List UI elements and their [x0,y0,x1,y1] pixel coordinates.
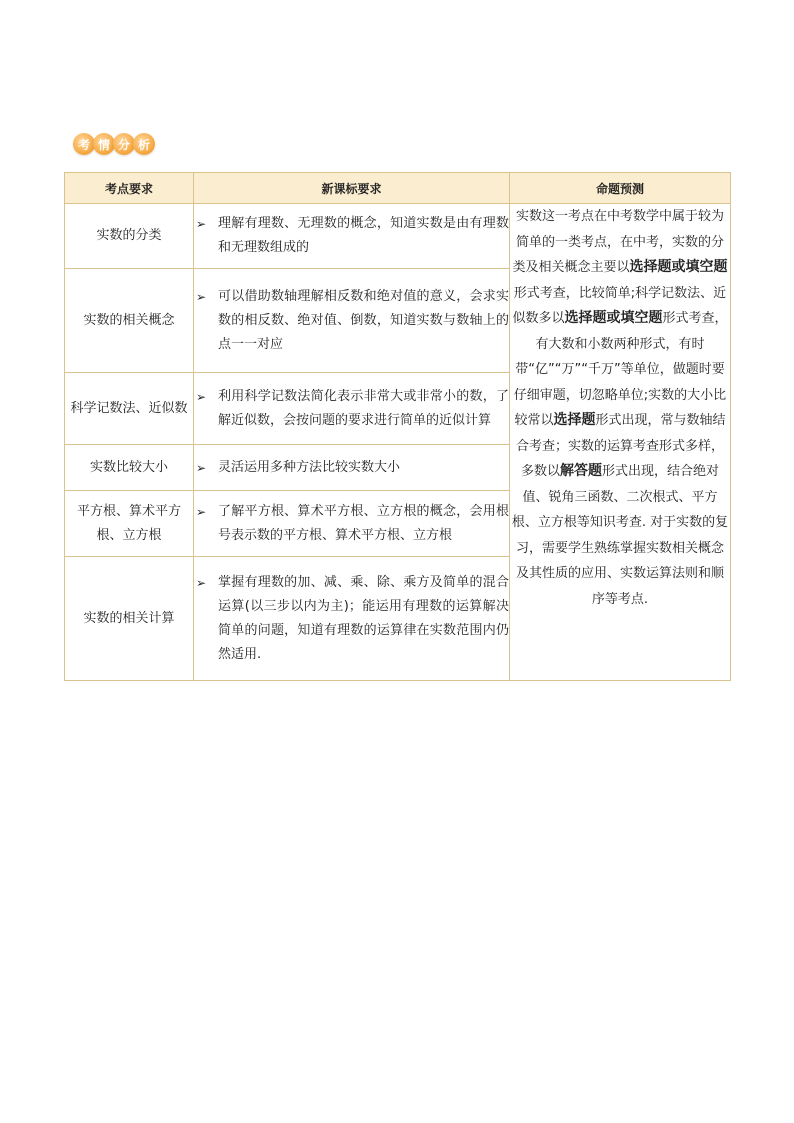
topic-cell: 科学记数法、近似数 [65,373,194,445]
requirement-cell [194,491,510,557]
topic-cell: 实数比较大小 [65,445,194,491]
requirement-cell [194,557,510,681]
exam-analysis-table [64,172,731,681]
requirement-text: 利用科学记数法简化表示非常大或非常小的数，了解近似数，会按问题的要求进行简单的近似计算 [218,388,509,428]
requirement-text: 了解平方根、算术平方根、立方根的概念，会用根号表示数的平方根、算术平方根、立方根 [218,503,509,543]
arrow-bullet-icon: ➢ [196,504,207,519]
badge-char: 分 [113,133,135,155]
requirement-cell [194,445,510,491]
requirement-cell [194,269,510,373]
topic-cell: 实数的相关概念 [65,269,194,373]
section-badge [73,133,153,155]
badge-char: 析 [133,133,155,155]
topic-cell: 实数的相关计算 [65,557,194,681]
arrow-bullet-icon: ➢ [196,389,207,404]
prediction-text: 实数这一考点在中考数学中属于较为简单的一类考点，在中考，实数的分类及相关概念主要以选择题或填空题形式考查，比较简单;科学记数法、近似数多以选择题或填空题形式考查，有大数和小数两种形式，有时带“亿”“万”“千万”等单位，做题时要仔细审题，切忽略单位;实数的大小比较常以选择题形式出现，常与数轴结合考查；实数的运算考查形式多样，多数以解答题形式出现，结合绝对值、锐角三函数、二次根式、平方根、立方根等知识考查. 对于实数的复习，需要学生熟练掌握实数相关概念及其性质的应用、实数运算法则和顺序等考点. [511,209,729,607]
table-header-row [65,173,731,204]
table-row [65,204,731,269]
column-header-prediction: 命题预测 [510,173,731,204]
arrow-bullet-icon: ➢ [196,460,207,475]
badge-char: 考 [73,133,95,155]
column-header-topic: 考点要求 [65,173,194,204]
topic-cell: 平方根、算术平方根、立方根 [65,491,194,557]
requirement-text: 理解有理数、无理数的概念，知道实数是由有理数和无理数组成的 [218,216,509,255]
arrow-bullet-icon: ➢ [196,289,207,304]
requirement-text: 可以借助数轴理解相反数和绝对值的意义，会求实数的相反数、绝对值、倒数，知道实数与数轴上的点一一对应 [218,288,509,352]
prediction-cell [510,204,731,681]
arrow-bullet-icon: ➢ [196,217,207,231]
arrow-bullet-icon: ➢ [196,575,207,590]
requirement-text: 灵活运用多种方法比较实数大小 [218,459,401,475]
badge-char: 情 [93,133,115,155]
requirement-text: 掌握有理数的加、减、乘、除、乘方及简单的混合运算(以三步以内为主)；能运用有理数的运算解决简单的问题，知道有理数的运算律在实数范围内仍然适用. [218,574,509,662]
requirement-cell [194,373,510,445]
column-header-requirement: 新课标要求 [194,173,510,204]
requirement-cell [194,204,510,269]
topic-cell: 实数的分类 [65,204,194,269]
